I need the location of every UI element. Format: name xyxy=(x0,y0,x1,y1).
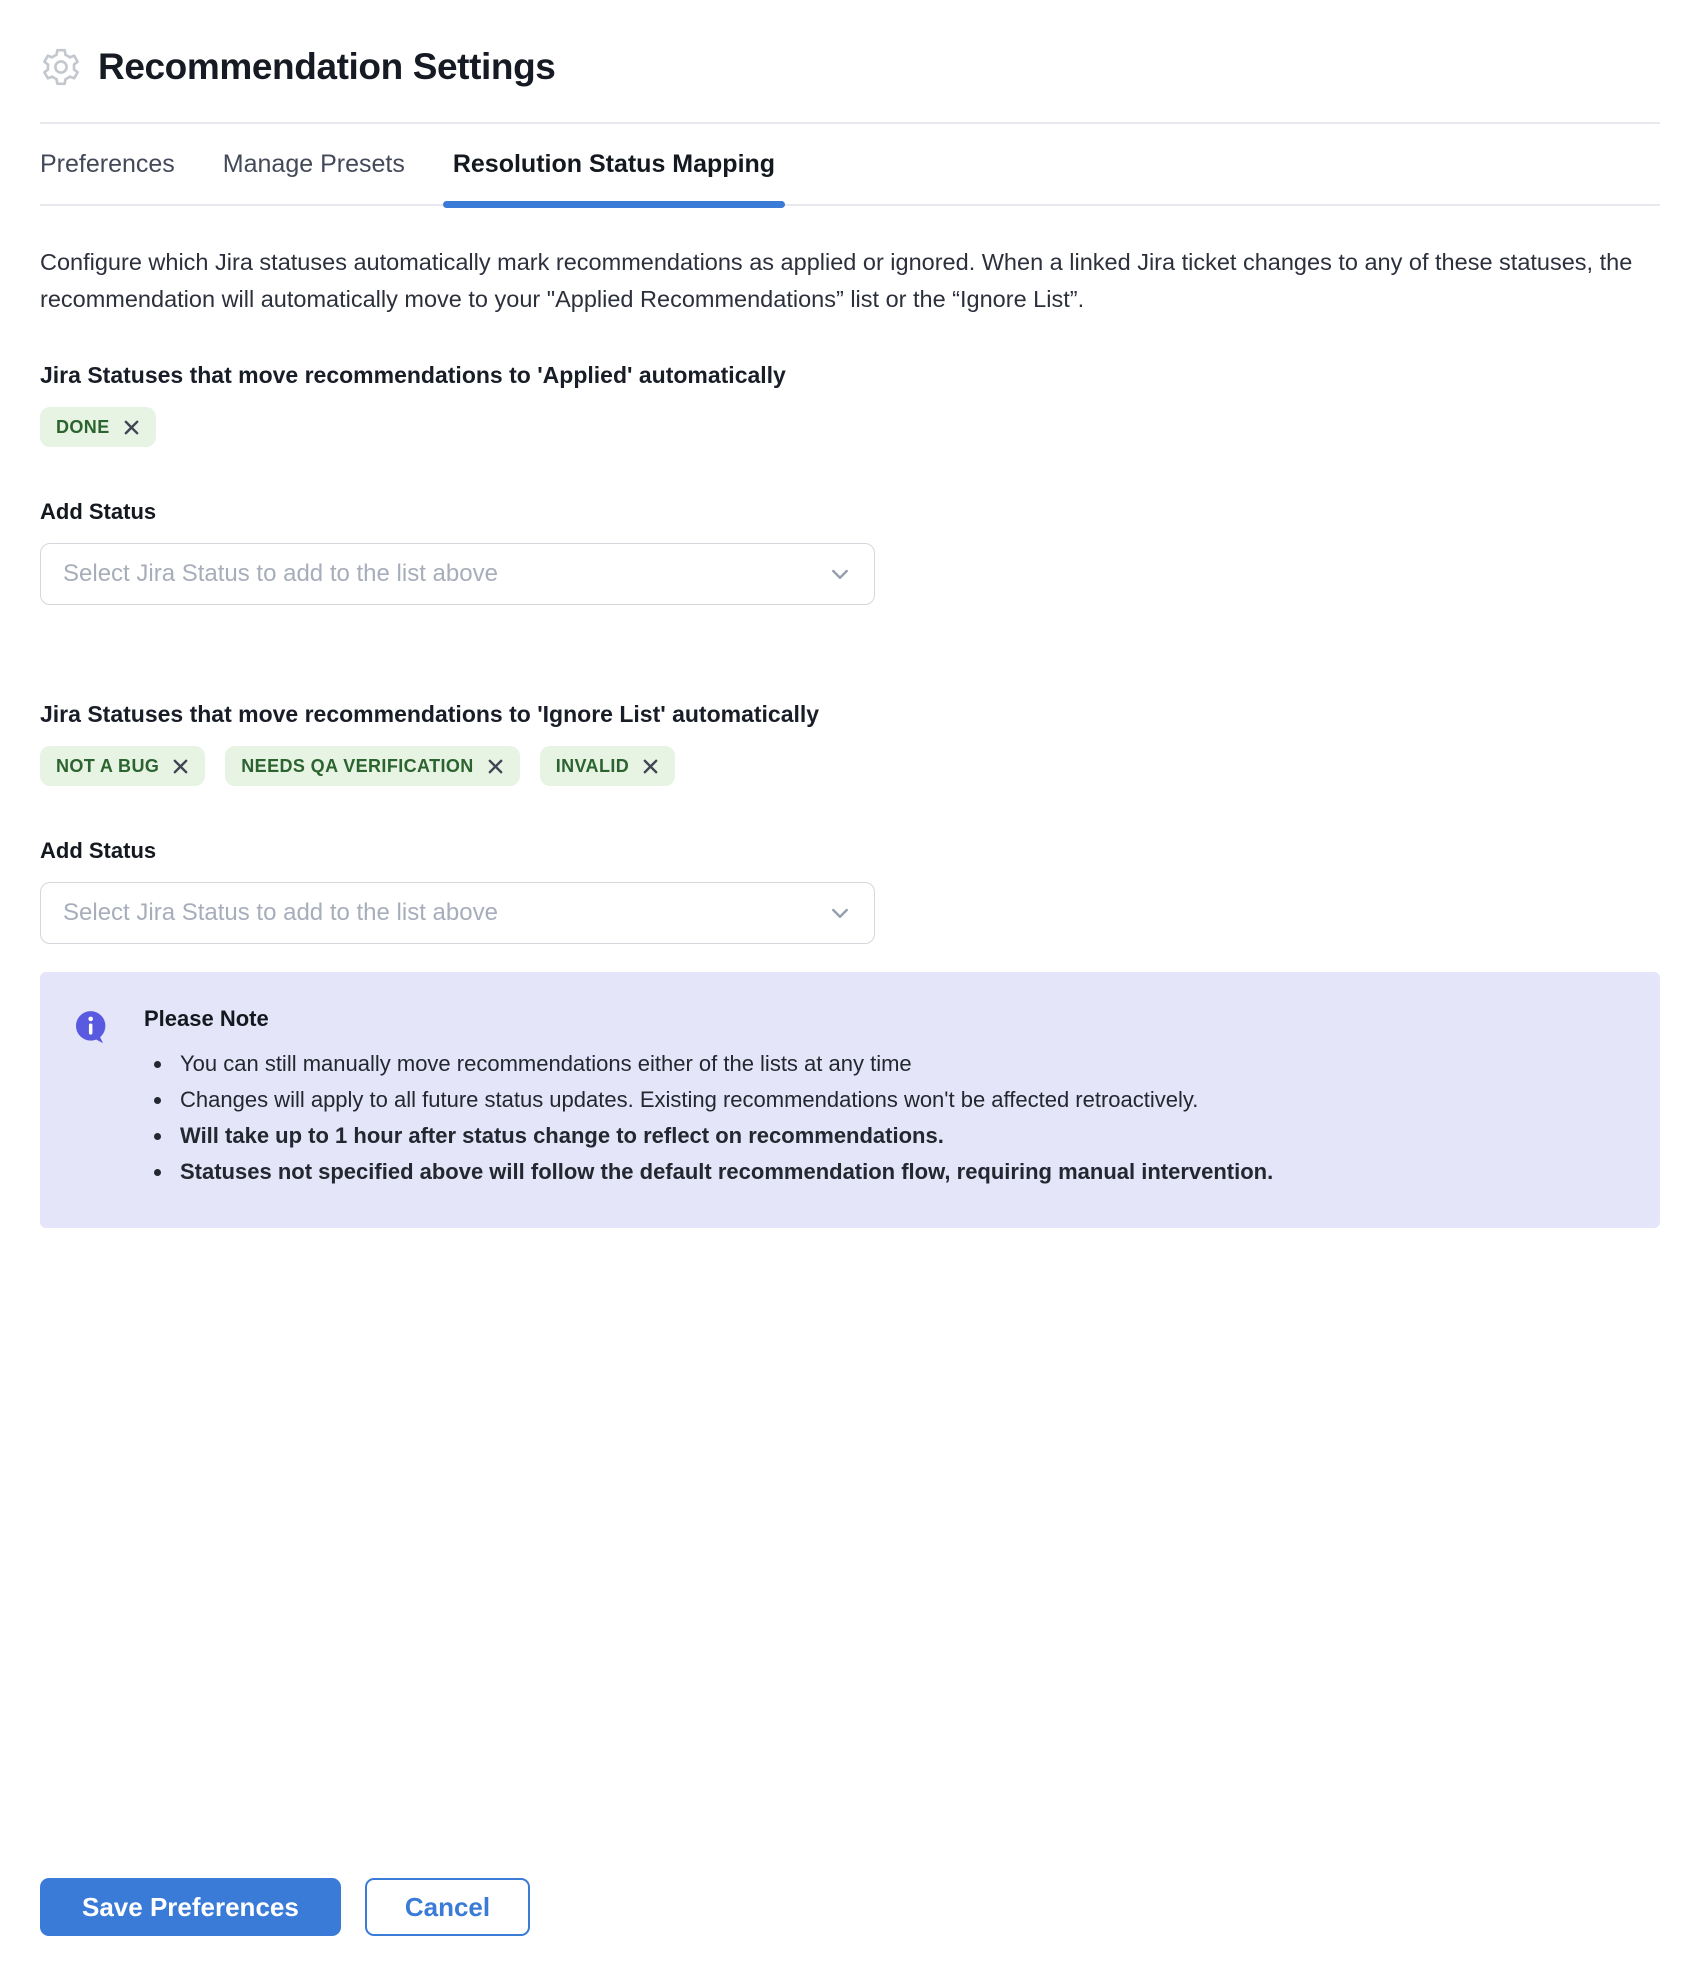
tab-resolution-status-mapping[interactable]: Resolution Status Mapping xyxy=(453,124,775,204)
note-bullet: • Changes will apply to all future status updates. Existing recommendations won't be affected retroactively. xyxy=(174,1082,1273,1118)
ignore-status-select[interactable] xyxy=(40,882,875,944)
page-title: Recommendation Settings xyxy=(98,46,556,87)
status-chip-done xyxy=(40,407,156,447)
note-bullet-list xyxy=(144,1046,1273,1190)
ignore-select-placeholder: Select Jira Status to add to the list above xyxy=(63,899,498,926)
info-icon xyxy=(72,1008,110,1046)
applied-status-select[interactable] xyxy=(40,543,875,605)
remove-status-icon[interactable] xyxy=(487,758,504,775)
ignore-section-heading: Jira Statuses that move recommendations to 'Ignore List' automatically xyxy=(40,701,820,727)
remove-status-icon[interactable] xyxy=(123,419,140,436)
status-chip-not-a-bug xyxy=(40,746,205,786)
tab-manage-presets[interactable]: Manage Presets xyxy=(222,149,405,178)
applied-section-heading: Jira Statuses that move recommendations to 'Applied' automatically xyxy=(40,362,786,388)
status-chip-invalid xyxy=(540,746,675,786)
action-buttons xyxy=(40,1878,530,1936)
ignore-add-status-label: Add Status xyxy=(40,838,157,863)
status-chip-label: DONE xyxy=(56,416,110,437)
note-title: Please Note xyxy=(144,1006,269,1031)
tab-preferences[interactable]: Preferences xyxy=(40,149,175,178)
ignore-chips-row xyxy=(40,746,1660,786)
page-description: Configure which Jira statuses automatically mark recommendations as applied or ignored. When a linked Jira ticket changes to any of these statuses, the recommendation will automatically move to your "Applied Recommendations” list or the “Ignore List”. xyxy=(40,249,1633,312)
cancel-button[interactable]: Cancel xyxy=(365,1878,530,1936)
gear-icon xyxy=(40,46,82,88)
note-box xyxy=(40,972,1660,1228)
chevron-down-icon xyxy=(828,562,852,586)
applied-chips-row xyxy=(40,407,1660,447)
status-chip-label: NOT A BUG xyxy=(56,755,160,776)
note-bullet: • Will take up to 1 hour after status change to reflect on recommendations. xyxy=(174,1118,1273,1154)
note-bullet: • Statuses not specified above will follow the default recommendation flow, requiring manual intervention. xyxy=(174,1154,1273,1190)
applied-add-status-label: Add Status xyxy=(40,499,157,524)
note-content xyxy=(144,1006,1273,1190)
remove-status-icon[interactable] xyxy=(172,758,189,775)
save-preferences-button[interactable]: Save Preferences xyxy=(40,1878,341,1936)
tab-bar xyxy=(40,122,1660,206)
applied-select-placeholder: Select Jira Status to add to the list above xyxy=(63,560,498,587)
status-chip-label: INVALID xyxy=(555,755,630,776)
remove-status-icon[interactable] xyxy=(642,758,659,775)
note-bullet: • You can still manually move recommendations either of the lists at any time xyxy=(174,1046,1273,1082)
chevron-down-icon xyxy=(828,901,852,925)
status-chip-label: NEEDS QA VERIFICATION xyxy=(241,755,474,776)
status-chip-needs-qa-verification xyxy=(225,746,519,786)
page-header xyxy=(40,0,1660,88)
